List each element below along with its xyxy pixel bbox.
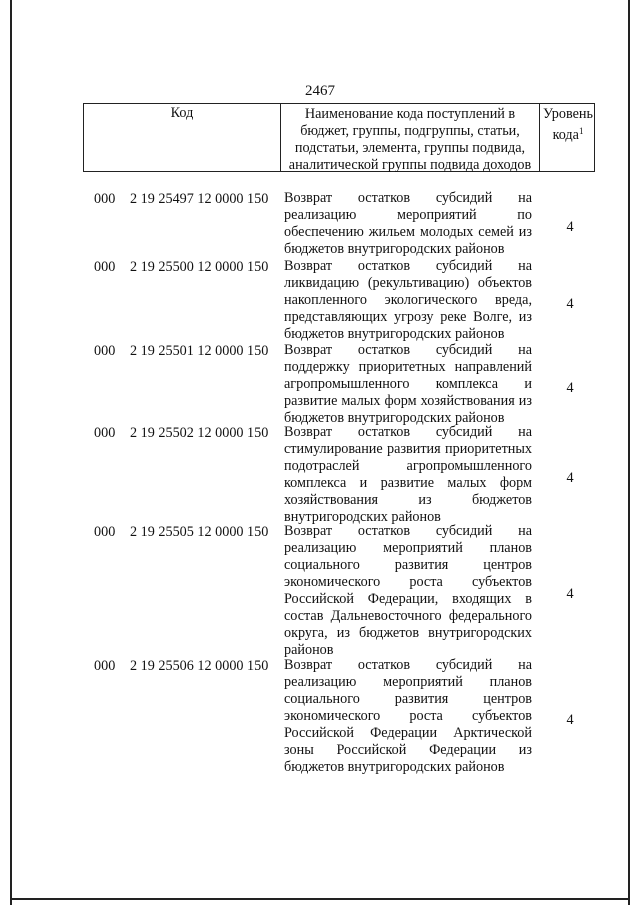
row-name-line: поддержку приоритетных направлений	[284, 359, 532, 375]
row-name-line: экономического роста субъектов	[284, 574, 532, 590]
row-name-line: районов	[284, 642, 334, 658]
row-name-line: реализацию мероприятий планов	[284, 674, 532, 690]
header-code	[84, 104, 281, 171]
row-name-line: состав Дальневосточного федерального	[284, 608, 532, 624]
row-name-line: Возврат остатков субсидий на	[284, 258, 532, 274]
table-row	[0, 424, 640, 526]
row-name-line: бюджетов внутригородских районов	[284, 759, 505, 775]
row-level: 4	[566, 296, 574, 312]
row-admin-code: 000	[94, 191, 116, 207]
row-name-line: Российской Федерации, входящих в	[284, 591, 532, 607]
table-row	[0, 523, 640, 659]
row-admin-code: 000	[94, 343, 116, 359]
row-name-line: бюджетов внутригородских районов	[284, 326, 505, 342]
row-name-line: агропромышленного комплекса и	[284, 376, 532, 392]
header-level	[540, 104, 596, 171]
row-level: 4	[566, 470, 574, 486]
row-admin-code: 000	[94, 658, 116, 674]
table-header	[83, 103, 595, 172]
header-level-line: Уровень	[543, 106, 593, 122]
header-code-label: Код	[170, 105, 194, 121]
row-name	[284, 342, 532, 427]
row-name-line: внутригородских районов	[284, 509, 441, 525]
row-admin-code: 000	[94, 259, 116, 275]
row-name	[284, 657, 532, 776]
row-name-line: реализацию мероприятий планов	[284, 540, 532, 556]
row-name-line: Возврат остатков субсидий на	[284, 523, 532, 539]
row-name-line: Возврат остатков субсидий на	[284, 342, 532, 358]
row-name	[284, 424, 532, 526]
row-name-line: социального развития центров	[284, 691, 532, 707]
row-name-line: подотраслей агропромышленного	[284, 458, 532, 474]
page-number: 2467	[305, 83, 335, 99]
row-name	[284, 190, 532, 258]
header-name-line: подстатьи, элемента, группы подвида,	[294, 140, 526, 156]
row-name-line: зоны Российской Федерации из	[284, 742, 532, 758]
page-border-bottom	[10, 898, 630, 900]
table-row	[0, 342, 640, 427]
table-row	[0, 657, 640, 776]
row-budget-code: 2 19 25506 12 0000 150	[130, 658, 269, 674]
header-name-line: Наименование кода поступлений в	[304, 106, 516, 122]
row-level: 4	[566, 219, 574, 235]
row-name-line: обеспечению жильем молодых семей из	[284, 224, 532, 240]
row-name-line: накопленного экологического вреда,	[284, 292, 532, 308]
row-name-line: Возврат остатков субсидий на	[284, 657, 532, 673]
row-admin-code: 000	[94, 524, 116, 540]
header-level-word: кода	[552, 127, 579, 143]
row-name-line: стимулирование развития приоритетных	[284, 441, 532, 457]
row-budget-code: 2 19 25502 12 0000 150	[130, 425, 269, 441]
row-budget-code: 2 19 25497 12 0000 150	[130, 191, 269, 207]
row-name-line: ликвидацию (рекультивацию) объектов	[284, 275, 532, 291]
row-name-line: бюджетов внутригородских районов	[284, 410, 505, 426]
row-name-line: округа, из бюджетов внутригородских	[284, 625, 532, 641]
row-name-line: представляющих угрозу реке Волге, из	[284, 309, 532, 325]
row-level: 4	[566, 380, 574, 396]
table-row	[0, 258, 640, 343]
row-name-line: комплекса и развитие малых форм	[284, 475, 532, 491]
row-name	[284, 523, 532, 659]
row-name-line: экономического роста субъектов	[284, 708, 532, 724]
row-budget-code: 2 19 25505 12 0000 150	[130, 524, 269, 540]
row-name-line: развитие малых форм хозяйствования из	[284, 393, 532, 409]
row-name-line: бюджетов внутригородских районов	[284, 241, 505, 257]
header-name-line: бюджет, группы, подгруппы, статьи,	[300, 123, 520, 139]
row-name	[284, 258, 532, 343]
row-name-line: Возврат остатков субсидий на	[284, 190, 532, 206]
row-name-line: Российской Федерации Арктической	[284, 725, 532, 741]
header-name	[281, 104, 540, 171]
row-name-line: хозяйствования из бюджетов	[284, 492, 532, 508]
row-level: 4	[566, 586, 574, 602]
row-budget-code: 2 19 25500 12 0000 150	[130, 259, 269, 275]
row-name-line: реализацию мероприятий по	[284, 207, 532, 223]
row-budget-code: 2 19 25501 12 0000 150	[130, 343, 269, 359]
row-name-line: Возврат остатков субсидий на	[284, 424, 532, 440]
header-level-line	[540, 123, 596, 144]
row-admin-code: 000	[94, 425, 116, 441]
footnote-marker: 1	[578, 126, 584, 136]
row-name-line: социального развития центров	[284, 557, 532, 573]
table-row	[0, 190, 640, 258]
header-name-line: аналитической группы подвида доходов	[288, 157, 532, 173]
row-level: 4	[566, 712, 574, 728]
